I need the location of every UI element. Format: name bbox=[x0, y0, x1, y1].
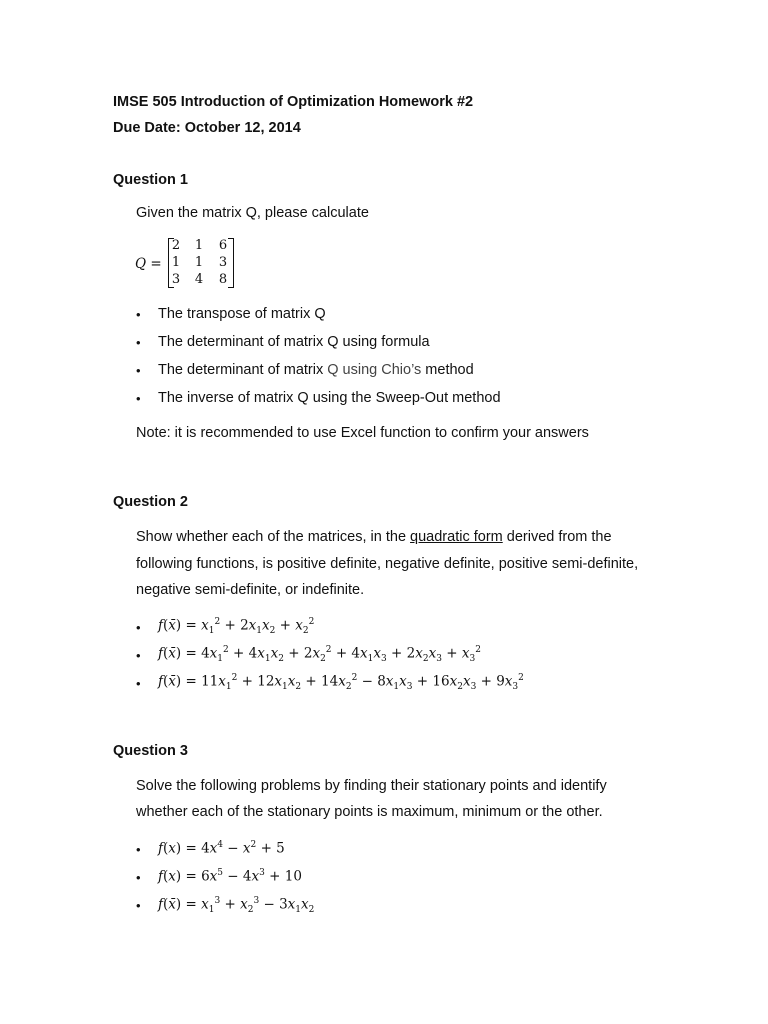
q3-formula-2: $f(x) = 6x^5 - 4x^3 + 10$ bbox=[158, 868, 302, 885]
bullet: • bbox=[136, 898, 141, 913]
matrix-cell: 1 bbox=[194, 255, 204, 270]
question-2-text-line-3: negative semi-definite, or indefinite. bbox=[136, 582, 365, 598]
q2-formula-3: f(x̄) = $11x_1^2 + 12x_1x_2 + 14x_2^2 - 8x_1x_3 + 16x_2x_3 + 9x_3^2$ bbox=[158, 673, 524, 693]
matrix-cell: 3 bbox=[218, 255, 228, 270]
quadratic-form-link[interactable]: quadratic form bbox=[410, 529, 503, 545]
q3-formula-1: $f(x) = 4x^4 - x^2 + 5$ bbox=[158, 840, 285, 857]
q3-formula-3: f(x̄) = $x_1^3 + x_2^3 - 3x_1x_2$ bbox=[158, 896, 315, 916]
bullet: • bbox=[136, 391, 141, 406]
matrix-cell: 1 bbox=[171, 255, 181, 270]
question-2-text-line-1: Show whether each of the matrices, in the quadratic form derived from the bbox=[136, 529, 612, 545]
bullet: • bbox=[136, 335, 141, 350]
question-1-intro: Given the matrix Q, please calculate bbox=[136, 205, 369, 221]
q1-item: The transpose of matrix Q bbox=[158, 306, 326, 322]
bullet: • bbox=[136, 363, 141, 378]
matrix-cell: 8 bbox=[218, 272, 228, 287]
question-1-heading: Question 1 bbox=[113, 172, 188, 188]
document-title: IMSE 505 Introduction of Optimization Homework #2 bbox=[113, 94, 474, 110]
matrix-cell: 3 bbox=[171, 272, 181, 287]
bullet: • bbox=[136, 870, 141, 885]
question-3-heading: Question 3 bbox=[113, 743, 188, 759]
bullet: • bbox=[136, 676, 141, 691]
q1-item: The inverse of matrix Q using the Sweep-Out method bbox=[158, 390, 501, 406]
bullet: • bbox=[136, 307, 141, 322]
q1-note: Note: it is recommended to use Excel function to confirm your answers bbox=[136, 425, 589, 441]
bullet: • bbox=[136, 648, 141, 663]
bullet: • bbox=[136, 842, 141, 857]
q2-formula-1: f(x̄) = $x_1^2 + 2x_1x_2 + x_2^2$ bbox=[158, 617, 315, 637]
matrix-cell: 1 bbox=[194, 238, 204, 253]
matrix-cell: 6 bbox=[218, 238, 228, 253]
due-date: Due Date: October 12, 2014 bbox=[113, 120, 301, 136]
question-2-text-line-2: following functions, is positive definite, negative definite, positive semi-definite, bbox=[136, 556, 639, 572]
question-3-text-line-2: whether each of the stationary points is maximum, minimum or the other. bbox=[136, 804, 603, 820]
matrix-cell: 2 bbox=[171, 238, 181, 253]
matrix-label: Q = bbox=[135, 256, 162, 272]
q1-item: The determinant of matrix Q using Chio’s method bbox=[158, 362, 474, 378]
question-2-heading: Question 2 bbox=[113, 494, 188, 510]
q1-item: The determinant of matrix Q using formula bbox=[158, 334, 430, 350]
bullet: • bbox=[136, 620, 141, 635]
question-3-text-line-1: Solve the following problems by finding their stationary points and identify bbox=[136, 778, 607, 794]
q2-formula-2: f(x̄) = $4x_1^2 + 4x_1x_2 + 2x_2^2 + 4x_1x_3 + 2x_2x_3 + x_3^2$ bbox=[158, 645, 481, 665]
matrix-cell: 4 bbox=[194, 272, 204, 287]
